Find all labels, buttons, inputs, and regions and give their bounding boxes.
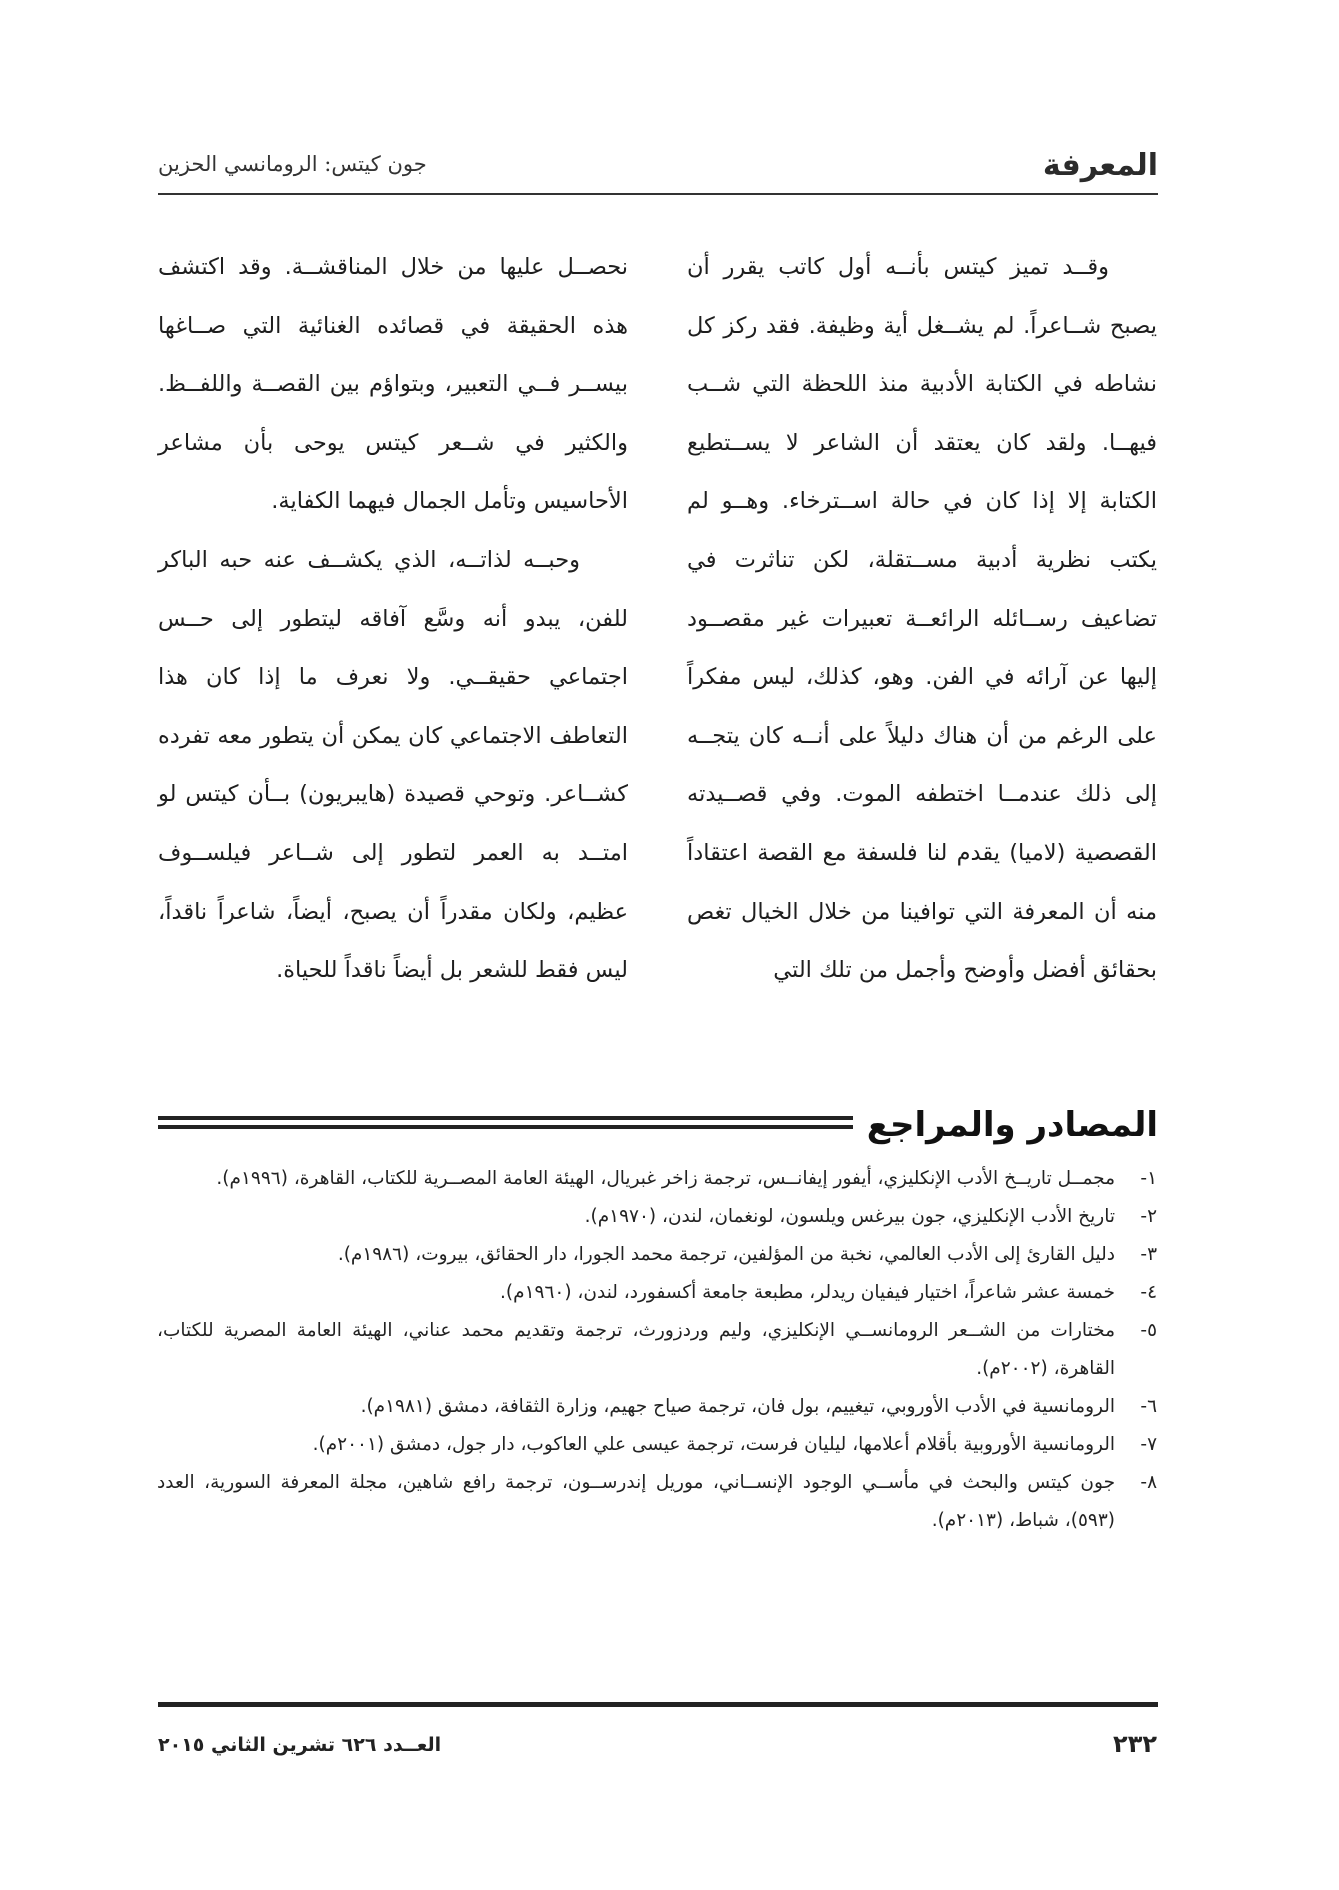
references-heading-bar [158,1102,1158,1152]
rule-line [158,1125,858,1129]
references-heading: المصادر والمراجع [853,1102,1158,1148]
references-list [157,1160,1157,1540]
reference-text: دليل القارئ إلى الأدب العالمي، نخبة من المؤلفين، ترجمة محمد الجورا، دار الحقائق، بيروت، (١٩٨٦م). [337,1244,1115,1265]
reference-text: مختارات من الشــعر الرومانســي الإنكليزي، وليم وردزورث، ترجمة وتقديم محمد عناني، الهيئة العامة المصرية للكتاب، القاهرة، (٢٠٠٢م). [157,1320,1115,1379]
reference-number: ٥- [1140,1320,1157,1341]
reference-number: ٣- [1140,1244,1157,1265]
body-column-right [687,238,1157,1000]
reference-item [157,1388,1157,1426]
reference-text: الرومانسية الأوروبية بأقلام أعلامها، ليليان فرست، ترجمة عيسى علي العاكوب، دار جول، دمشق (٢٠٠١م). [312,1434,1115,1455]
reference-text: مجمــل تاريــخ الأدب الإنكليزي، أيفور إيفانــس، ترجمة زاخر غبريال، الهيئة العامة المصــرية للكتاب، القاهرة، (١٩٩٦م). [216,1168,1115,1189]
reference-text: الرومانسية في الأدب الأوروبي، تيغييم، بول فان، ترجمة صياح جهيم، وزارة الثقافة، دمشق (١٩٨١م). [360,1396,1115,1417]
reference-text: جون كيتس والبحث في مأســي الوجود الإنســاني، موريل إندرســون، ترجمة رافع شاهين، مجلة المعرفة السورية، العدد (٥٩٣)، شباط، (٢٠١٣م). [157,1472,1115,1531]
reference-number: ٧- [1140,1434,1157,1455]
reference-number: ٦- [1140,1396,1157,1417]
rule-line [158,1116,858,1120]
reference-item [157,1198,1157,1236]
footer-divider [158,1702,1158,1707]
reference-item [157,1312,1157,1388]
running-title: جون كيتس: الرومانسي الحزين [158,152,427,176]
reference-text: خمسة عشر شاعراً، اختيار فيفيان ريدلر، مطبعة جامعة أكسفورد، لندن، (١٩٦٠م). [500,1282,1115,1303]
issue-label: العــدد ٦٢٦ تشرين الثاني ٢٠١٥ [158,1734,442,1756]
page-number: ٢٣٢ [1113,1730,1157,1758]
journal-logo: المعرفة [1042,148,1158,183]
reference-number: ٨- [1140,1472,1157,1493]
reference-item [157,1274,1157,1312]
reference-item [157,1236,1157,1274]
paragraph: وحبــه لذاتــه، الذي يكشــف عنه حبه الباكر للفن، يبدو أنه وسَّع آفاقه ليتطور إلى حــس اجتماعي حقيقــي. ولا نعرف ما إذا كان هذا التعاطف الاجتماعي كان يمكن أن يتطور معه تفرده كشــاعر. وتوحي قصيدة (هايبريون) بــأن كيتس لو امتــد به العمر لتطور إلى شــاعر فيلســوف عظيم، ولكان مقدراً أن يصبح، أيضاً، شاعراً ناقداً، ليس فقط للشعر بل أيضاً ناقداً للحياة. [158,546,628,984]
page-header [158,148,1158,188]
body-column-left [158,238,628,1000]
header-divider [158,193,1158,195]
reference-item [157,1426,1157,1464]
heading-double-rule [158,1116,858,1132]
reference-item [157,1160,1157,1198]
paragraph: نحصــل عليها من خلال المناقشــة. وقد اكتشف هذه الحقيقة في قصائده الغنائية التي صــاغها بيســر فــي التعبير، وبتواؤم بين القصــة واللفــظ. والكثير في شــعر كيتس يوحى بأن مشاعر الأحاسيس وتأمل الجمال فيهما الكفاية. [158,254,628,515]
reference-text: تاريخ الأدب الإنكليزي، جون بيرغس ويلسون، لونغمان، لندن، (١٩٧٠م). [584,1206,1115,1227]
reference-number: ٢- [1140,1206,1157,1227]
reference-number: ١- [1140,1168,1157,1189]
paragraph: وقــد تميز كيتس بأنــه أول كاتب يقرر أن يصبح شــاعراً. لم يشــغل أية وظيفة. فقد ركز كل نشاطه في الكتابة الأدبية منذ اللحظة التي شــب فيهــا. ولقد كان يعتقد أن الشاعر لا يســتطيع الكتابة إلا إذا كان في حالة اســترخاء. وهــو لم يكتب نظرية أدبية مســتقلة، لكن تناثرت في تضاعيف رســائله الرائعــة تعبيرات غير مقصــود إليها عن آرائه في الفن. وهو، كذلك، ليس مفكراً على الرغم من أن هناك دليلاً على أنــه كان يتجــه إلى ذلك عندمــا اختطفه الموت. وفي قصــيدته القصصية (لاميا) يقدم لنا فلسفة مع القصة اعتقاداً منه أن المعرفة التي توافينا من خلال الخيال تغص بحقائق أفضل وأوضح وأجمل من تلك التي [687,254,1157,984]
reference-number: ٤- [1140,1282,1157,1303]
reference-item [157,1464,1157,1540]
